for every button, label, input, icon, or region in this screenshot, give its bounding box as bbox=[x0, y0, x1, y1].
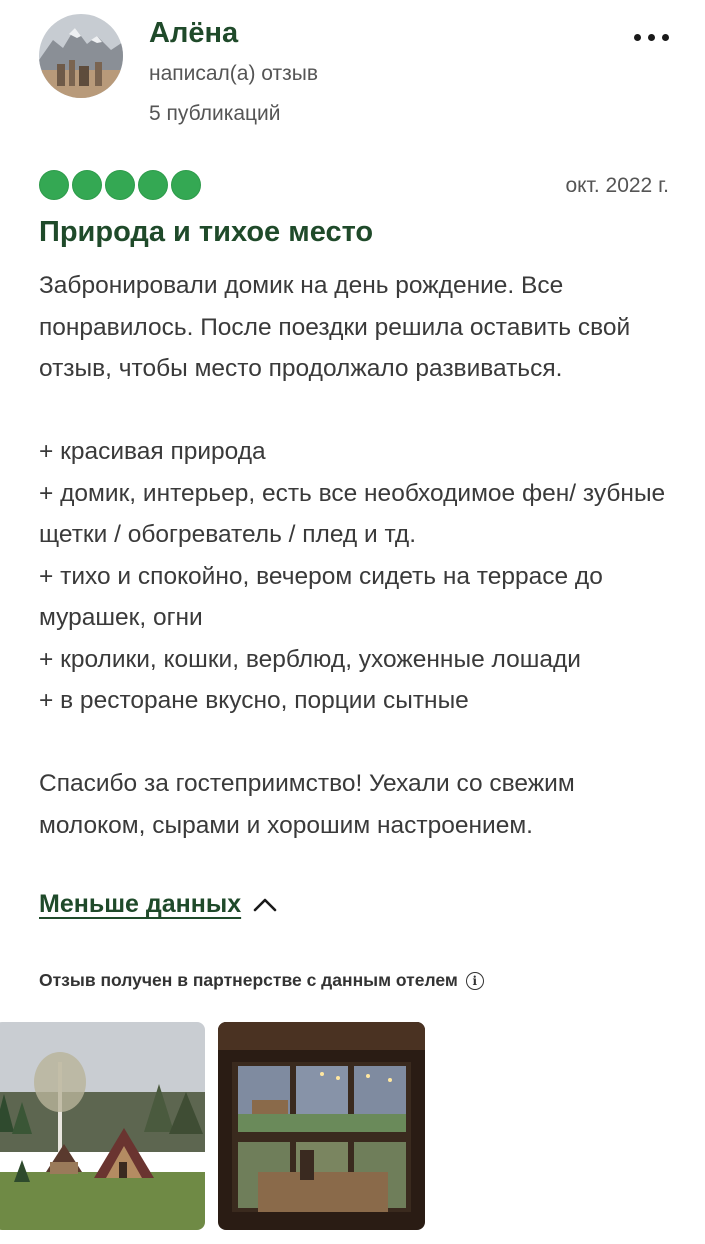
chevron-up-icon bbox=[253, 898, 277, 912]
photo-window-view[interactable] bbox=[218, 1022, 425, 1230]
review-title: Природа и тихое место bbox=[39, 216, 374, 248]
review-spacer bbox=[39, 722, 679, 764]
avatar[interactable] bbox=[39, 14, 123, 98]
dot bbox=[662, 34, 669, 41]
photo-cabins-forest[interactable] bbox=[0, 1022, 205, 1230]
dot bbox=[648, 34, 655, 41]
dot bbox=[634, 34, 641, 41]
review-date: окт. 2022 г. bbox=[565, 174, 669, 197]
review-paragraph: + красивая природа bbox=[39, 438, 266, 465]
review-paragraph: + в ресторане вкусно, порции сытные bbox=[39, 687, 469, 714]
partner-note bbox=[39, 970, 484, 991]
rating-bubble bbox=[105, 170, 135, 200]
author-name[interactable]: Алёна bbox=[149, 17, 239, 49]
more-horizontal-icon[interactable] bbox=[628, 26, 674, 50]
rating-bubble bbox=[171, 170, 201, 200]
review-text bbox=[39, 265, 679, 846]
review-header bbox=[0, 0, 705, 150]
review-paragraph: + домик, интерьер, есть все необходимое фен/ зубные щетки / обогреватель / плед и тд. bbox=[39, 479, 666, 548]
review-paragraph: + тихо и спокойно, вечером сидеть на террасе до мурашек, огни bbox=[39, 562, 603, 631]
author-posts-count: 5 публикаций bbox=[149, 102, 281, 125]
show-less-label: Меньше данных bbox=[39, 890, 242, 918]
partner-note-text: Отзыв получен в партнерстве с данным отелем bbox=[39, 970, 458, 990]
author-action: написал(а) отзыв bbox=[149, 62, 319, 85]
review-paragraph: Спасибо за гостеприимство! Уехали со свежим молоком, сырами и хорошим настроением. bbox=[39, 770, 575, 839]
rating-bubble bbox=[72, 170, 102, 200]
rating-bubbles bbox=[39, 170, 201, 202]
info-icon[interactable]: i bbox=[466, 972, 484, 990]
review-paragraph: Забронировали домик на день рождение. Все понравилось. После поездки решила оставить свой отзыв, чтобы место продолжало развиваться. bbox=[39, 272, 631, 382]
review-spacer bbox=[39, 390, 679, 432]
show-less-button[interactable] bbox=[39, 890, 277, 919]
review-paragraph: + кролики, кошки, верблюд, ухоженные лошади bbox=[39, 645, 581, 673]
rating-bubble bbox=[138, 170, 168, 200]
rating-bubble bbox=[39, 170, 69, 200]
